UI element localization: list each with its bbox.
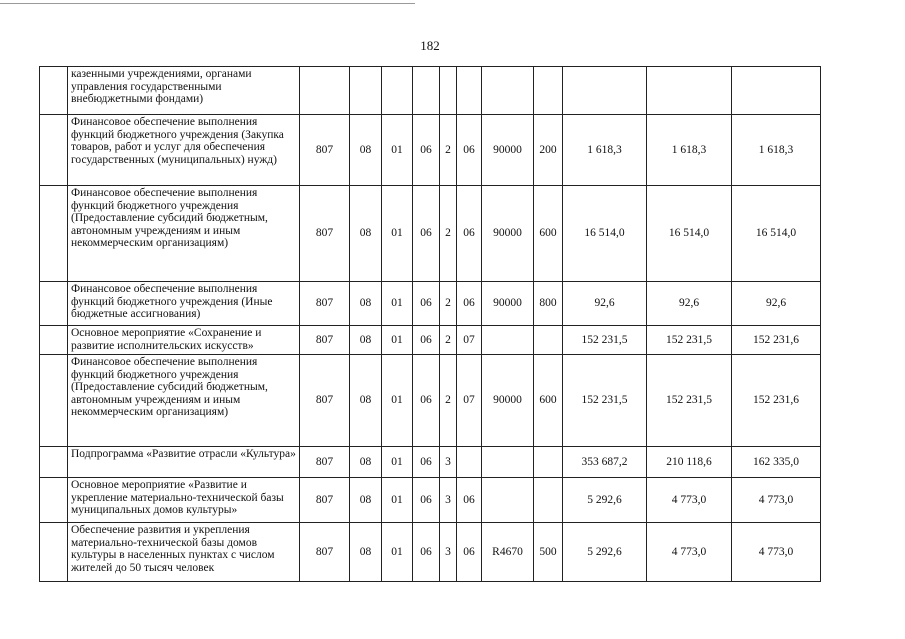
amount-year-2 — [647, 67, 732, 115]
amount-year-2: 152 231,5 — [647, 326, 732, 355]
row-name: Финансовое обеспечение выполнения функций бюджетного учреждения (Иные бюджетные ассигнования) — [68, 282, 300, 326]
table-row — [40, 447, 821, 478]
section-code: 08 — [350, 115, 382, 186]
expense-type-code — [534, 478, 563, 523]
row-name: Финансовое обеспечение выполнения функций бюджетного учреждения (Закупка товаров, работ и услуг для обеспечения государственных (муниципальных) нужд) — [68, 115, 300, 186]
direction-code — [482, 447, 534, 478]
program-code: 06 — [413, 282, 440, 326]
ministry-code: 807 — [300, 282, 350, 326]
table-row — [40, 355, 821, 447]
row-name: Основное мероприятие «Сохранение и развитие исполнительских искусств» — [68, 326, 300, 355]
row-number-cell — [40, 282, 68, 326]
top-rule — [0, 3, 415, 4]
amount-year-3: 4 773,0 — [732, 478, 821, 523]
program-code: 06 — [413, 115, 440, 186]
ministry-code: 807 — [300, 447, 350, 478]
program-code: 06 — [413, 186, 440, 282]
amount-year-3: 1 618,3 — [732, 115, 821, 186]
subprogram-code — [440, 67, 457, 115]
subprogram-code: 3 — [440, 523, 457, 582]
event-code: 06 — [457, 282, 482, 326]
amount-year-3: 4 773,0 — [732, 523, 821, 582]
direction-code: 90000 — [482, 186, 534, 282]
amount-year-3: 92,6 — [732, 282, 821, 326]
ministry-code: 807 — [300, 186, 350, 282]
expense-type-code: 600 — [534, 355, 563, 447]
amount-year-1: 16 514,0 — [563, 186, 647, 282]
direction-code: 90000 — [482, 115, 534, 186]
row-name: Обеспечение развития и укрепления материально-технической базы домов культуры в населенных пунктах с числом жителей до 50 тысяч человек — [68, 523, 300, 582]
program-code — [413, 67, 440, 115]
table-row — [40, 523, 821, 582]
amount-year-1: 152 231,5 — [563, 355, 647, 447]
row-number-cell — [40, 447, 68, 478]
subsection-code: 01 — [382, 282, 413, 326]
amount-year-1 — [563, 67, 647, 115]
page-number: 182 — [420, 38, 440, 53]
subsection-code: 01 — [382, 115, 413, 186]
subprogram-code: 3 — [440, 447, 457, 478]
ministry-code: 807 — [300, 326, 350, 355]
expense-type-code: 500 — [534, 523, 563, 582]
section-code: 08 — [350, 326, 382, 355]
event-code — [457, 67, 482, 115]
row-name: Подпрограмма «Развитие отрасли «Культура» — [68, 447, 300, 478]
subprogram-code: 2 — [440, 355, 457, 447]
expense-type-code — [534, 67, 563, 115]
event-code: 06 — [457, 523, 482, 582]
subprogram-code: 2 — [440, 115, 457, 186]
subprogram-code: 2 — [440, 186, 457, 282]
ministry-code: 807 — [300, 523, 350, 582]
subprogram-code: 3 — [440, 478, 457, 523]
subsection-code: 01 — [382, 478, 413, 523]
amount-year-2: 4 773,0 — [647, 478, 732, 523]
section-code: 08 — [350, 447, 382, 478]
amount-year-2: 1 618,3 — [647, 115, 732, 186]
direction-code — [482, 67, 534, 115]
amount-year-1: 5 292,6 — [563, 523, 647, 582]
amount-year-2: 152 231,5 — [647, 355, 732, 447]
subprogram-code: 2 — [440, 326, 457, 355]
section-code: 08 — [350, 523, 382, 582]
amount-year-1: 1 618,3 — [563, 115, 647, 186]
ministry-code: 807 — [300, 478, 350, 523]
direction-code — [482, 478, 534, 523]
amount-year-3 — [732, 67, 821, 115]
subsection-code: 01 — [382, 355, 413, 447]
table-row — [40, 282, 821, 326]
subprogram-code: 2 — [440, 282, 457, 326]
expense-type-code — [534, 447, 563, 478]
budget-table — [39, 66, 821, 582]
section-code: 08 — [350, 282, 382, 326]
row-number-cell — [40, 115, 68, 186]
program-code: 06 — [413, 355, 440, 447]
section-code: 08 — [350, 186, 382, 282]
direction-code — [482, 326, 534, 355]
table-row — [40, 115, 821, 186]
program-code: 06 — [413, 326, 440, 355]
row-name: Финансовое обеспечение выполнения функций бюджетного учреждения (Предоставление субсидий бюджетным, автономным учреждениям и иным некоммерческим организациям) — [68, 355, 300, 447]
section-code — [350, 67, 382, 115]
section-code: 08 — [350, 478, 382, 523]
amount-year-3: 152 231,6 — [732, 326, 821, 355]
subsection-code: 01 — [382, 326, 413, 355]
amount-year-1: 152 231,5 — [563, 326, 647, 355]
ministry-code — [300, 67, 350, 115]
event-code: 07 — [457, 326, 482, 355]
row-name: Финансовое обеспечение выполнения функций бюджетного учреждения (Предоставление субсидий бюджетным, автономным учреждениям и иным некоммерческим организациям) — [68, 186, 300, 282]
row-name: Основное мероприятие «Развитие и укрепление материально-технической базы муниципальных домов культуры» — [68, 478, 300, 523]
subsection-code: 01 — [382, 186, 413, 282]
row-number-cell — [40, 186, 68, 282]
direction-code: 90000 — [482, 282, 534, 326]
row-number-cell — [40, 478, 68, 523]
event-code: 06 — [457, 115, 482, 186]
amount-year-3: 162 335,0 — [732, 447, 821, 478]
program-code: 06 — [413, 447, 440, 478]
table-row — [40, 478, 821, 523]
row-number-cell — [40, 326, 68, 355]
amount-year-1: 92,6 — [563, 282, 647, 326]
amount-year-2: 210 118,6 — [647, 447, 732, 478]
event-code: 06 — [457, 478, 482, 523]
amount-year-3: 16 514,0 — [732, 186, 821, 282]
amount-year-2: 92,6 — [647, 282, 732, 326]
program-code: 06 — [413, 478, 440, 523]
row-number-cell — [40, 67, 68, 115]
amount-year-3: 152 231,6 — [732, 355, 821, 447]
program-code: 06 — [413, 523, 440, 582]
row-number-cell — [40, 355, 68, 447]
ministry-code: 807 — [300, 115, 350, 186]
expense-type-code: 600 — [534, 186, 563, 282]
expense-type-code — [534, 326, 563, 355]
table-row — [40, 326, 821, 355]
subsection-code: 01 — [382, 523, 413, 582]
amount-year-1: 353 687,2 — [563, 447, 647, 478]
expense-type-code: 800 — [534, 282, 563, 326]
direction-code: R4670 — [482, 523, 534, 582]
table-row — [40, 67, 821, 115]
amount-year-1: 5 292,6 — [563, 478, 647, 523]
row-name: казенными учреждениями, органами управления государственными внебюджетными фондами) — [68, 67, 300, 115]
direction-code: 90000 — [482, 355, 534, 447]
amount-year-2: 4 773,0 — [647, 523, 732, 582]
event-code — [457, 447, 482, 478]
row-number-cell — [40, 523, 68, 582]
event-code: 06 — [457, 186, 482, 282]
subsection-code — [382, 67, 413, 115]
subsection-code: 01 — [382, 447, 413, 478]
section-code: 08 — [350, 355, 382, 447]
table-row — [40, 186, 821, 282]
expense-type-code: 200 — [534, 115, 563, 186]
event-code: 07 — [457, 355, 482, 447]
ministry-code: 807 — [300, 355, 350, 447]
amount-year-2: 16 514,0 — [647, 186, 732, 282]
